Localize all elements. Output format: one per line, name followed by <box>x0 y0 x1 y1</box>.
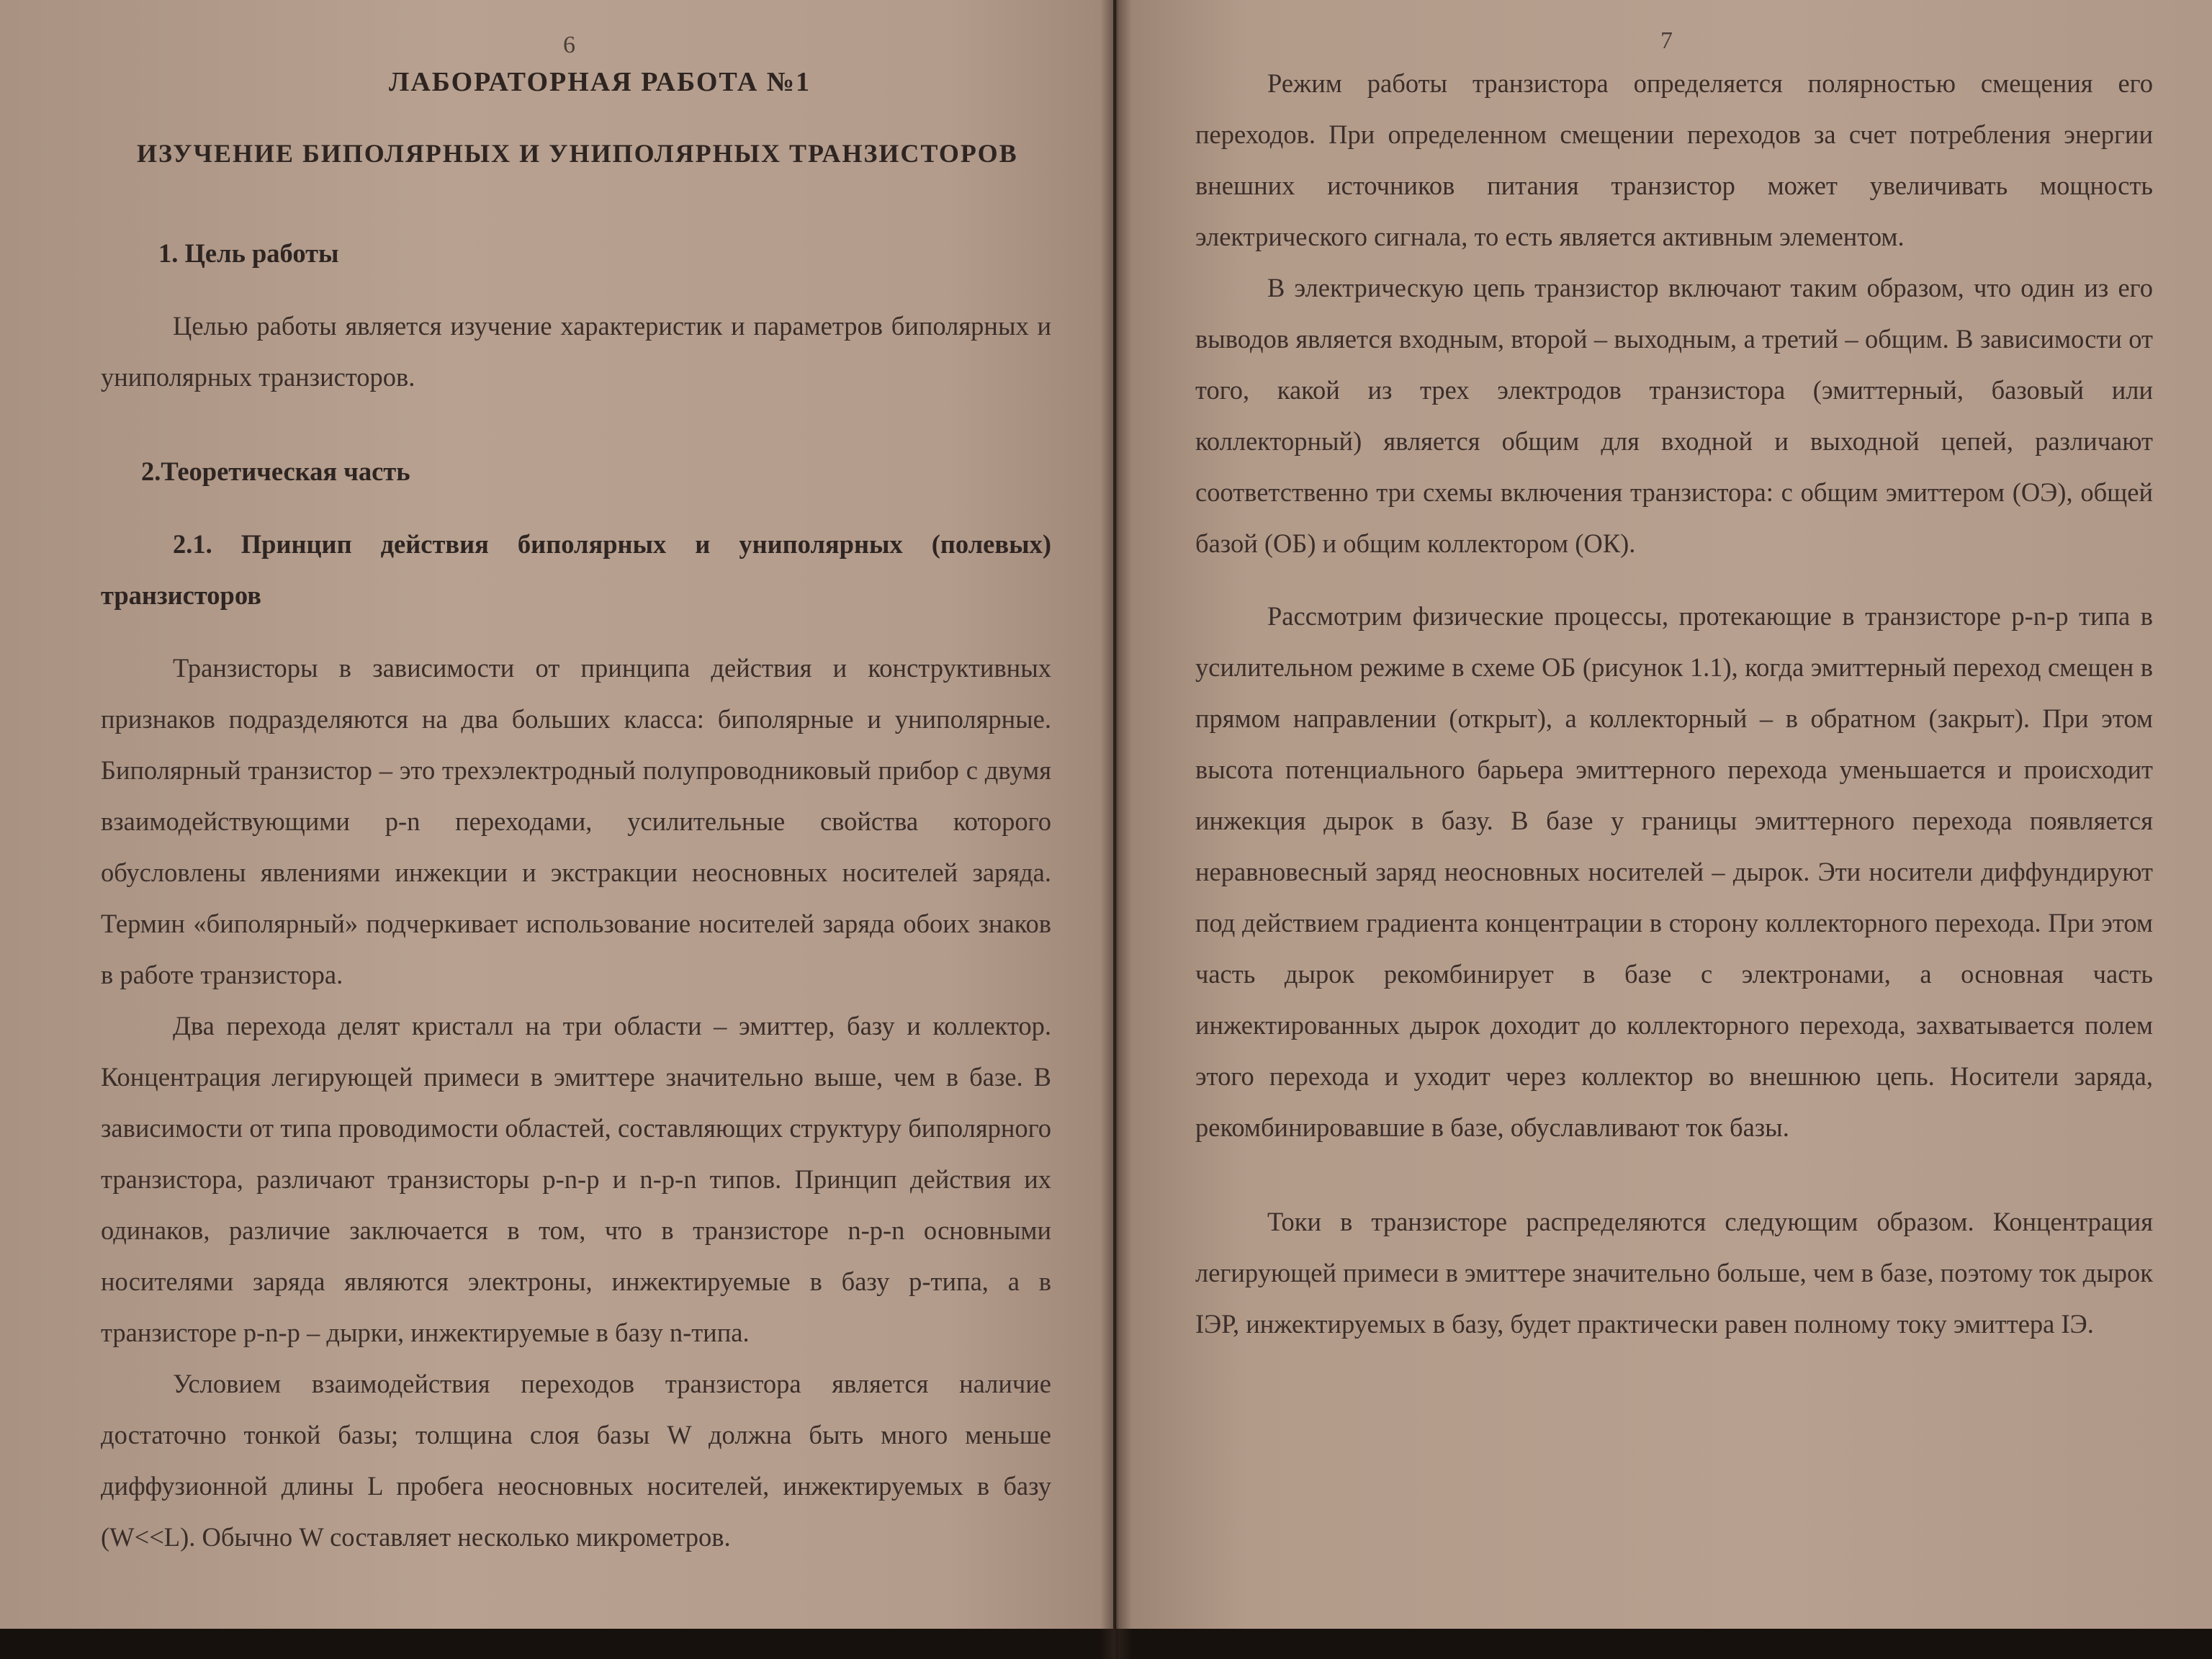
right-page <box>1116 0 2212 1635</box>
section2-heading: 2.Теоретическая часть <box>141 457 410 486</box>
section1-text: Целью работы является изучение характеристик и параметров биполярных и униполярных транзисторов. <box>101 311 1051 392</box>
section21-heading: 2.1. Принцип действия биполярных и униполярных (полевых) транзисторов <box>101 529 1051 610</box>
left-paragraph-1: Транзисторы в зависимости от принципа действия и конструктивных признаков подразделяются на два больших класса: биполярные и униполярные. Биполярный транзистор – это трехэлектродный полупроводниковый прибор с двумя взаимодействующими p-n переходами, усилительные свойства которого обусловлены явлениями инжекции и экстракции неосновных носителей заряда. Термин «биполярный» подчеркивает использование носителей заряда обоих знаков в работе транзистора. <box>101 653 1051 989</box>
subject-title: ИЗУЧЕНИЕ БИПОЛЯРНЫХ И УНИПОЛЯРНЫХ ТРАНЗИСТОРОВ <box>137 139 1018 168</box>
right-page-body <box>1195 58 2153 1349</box>
section1-heading: 1. Цель работы <box>158 238 339 268</box>
left-page-body <box>101 228 1051 1563</box>
left-paragraph-3: Условием взаимодействия переходов транзистора является наличие достаточно тонкой базы; толщина слоя базы W должна быть много меньше диффузионной длины L пробега неосновных носителей, инжектируемых в базу (W<<L). Обычно W составляет несколько микрометров. <box>101 1369 1051 1552</box>
right-page-number: 7 <box>1660 27 1673 54</box>
lab-title: ЛАБОРАТОРНАЯ РАБОТА №1 <box>389 67 811 97</box>
right-paragraph-1: Режим работы транзистора определяется полярностью смещения его переходов. При определенном смещении переходов за счет потребления энергии внешних источников питания транзистор может увеличивать мощность электрического сигнала, то есть является активным элементом. <box>1195 68 2153 251</box>
left-paragraph-2: Два перехода делят кристалл на три области – эмиттер, базу и коллектор. Концентрация легирующей примеси в эмиттере значительно выше, чем в базе. В зависимости от типа проводимости областей, составляющих структуру биполярного транзистора, различают транзисторы p-n-p и n-p-n типов. Принцип действия их одинаков, различие заключается в том, что в транзисторе n-p-n основными носителями заряда являются электроны, инжектируемые в базу p-типа, а в транзисторе p-n-p – дырки, инжектируемые в базу n-типа. <box>101 1011 1051 1347</box>
right-paragraph-3: Рассмотрим физические процессы, протекающие в транзисторе p-n-p типа в усилительном режиме в схеме ОБ (рисунок 1.1), когда эмиттерный переход смещен в прямом направлении (открыт), а коллекторный – в обратном (закрыт). При этом высота потенциального барьера эмиттерного перехода уменьшается и происходит инжекция дырок в базу. В базе у границы эмиттерного перехода появляется неравновесный заряд неосновных носителей – дырок. Эти носители диффундируют под действием градиента концентрации в сторону коллекторного перехода. При этом часть дырок рекомбинирует в базе с электронами, а основная часть инжектированных дырок доходит до коллекторного перехода, захватывается полем этого перехода и уходит через коллектор во внешнюю цепь. Носители заряда, рекомбинировавшие в базе, обуславливают ток базы. <box>1195 601 2153 1142</box>
book-spine <box>1100 0 1132 1659</box>
right-paragraph-4: Токи в транзисторе распределяются следующим образом. Концентрация легирующей примеси в эмиттере значительно больше, чем в базе, поэтому ток дырок IЭР, инжектируемых в базу, будет практически равен полному току эмиттера IЭ. <box>1195 1207 2153 1339</box>
left-page <box>0 0 1113 1635</box>
left-page-number: 6 <box>563 32 575 58</box>
right-paragraph-2: В электрическую цепь транзистор включают таким образом, что один из его выводов является входным, второй – выходным, а третий – общим. В зависимости от того, какой из трех электродов транзистора (эмиттерный, базовый или коллекторный) является общим для входной и выходной цепей, различают соответственно три схемы включения транзистора: с общим эмиттером (ОЭ), общей базой (ОБ) и общим коллектором (ОК). <box>1195 273 2153 558</box>
